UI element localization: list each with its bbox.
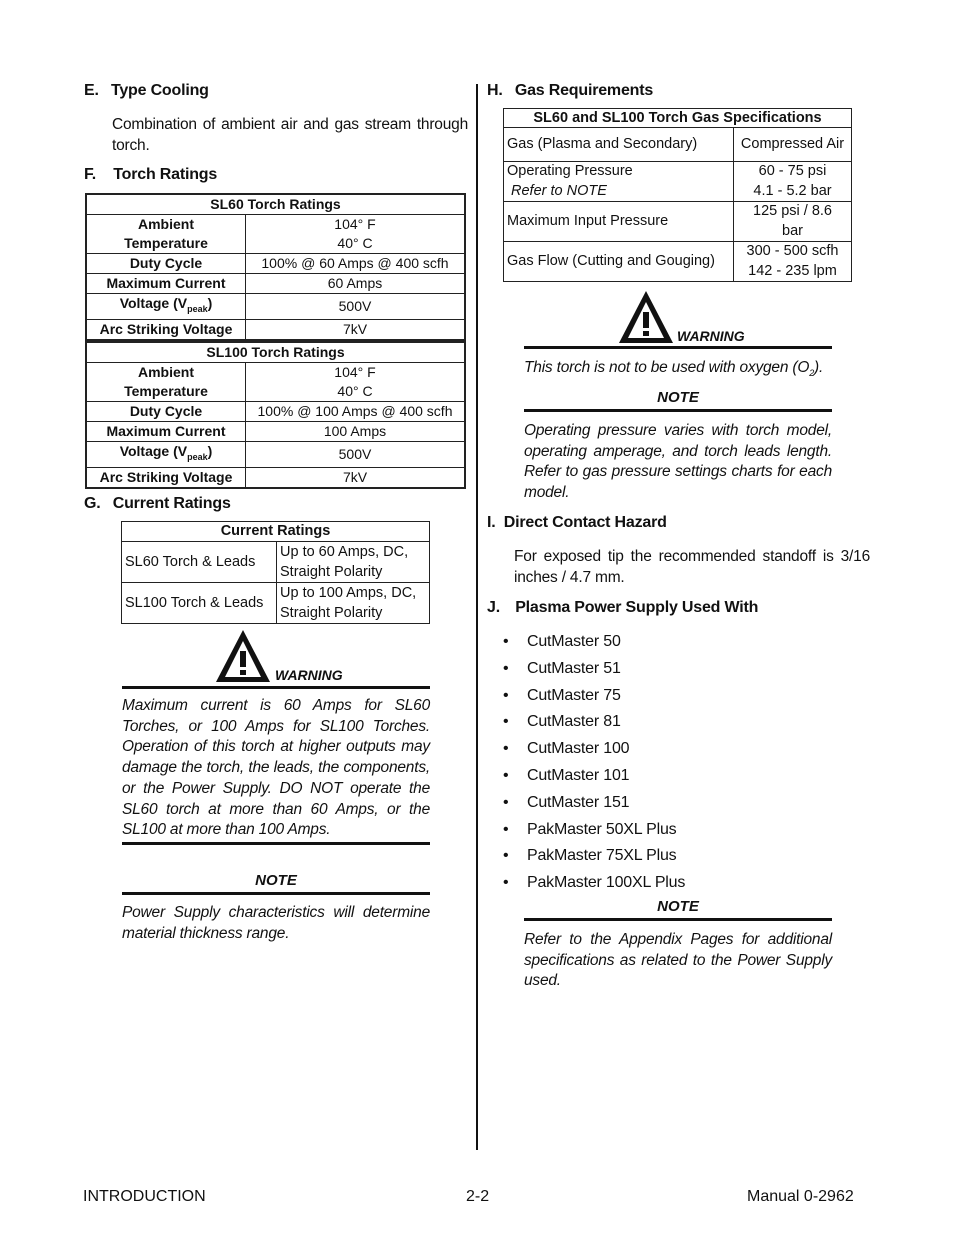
- current-ratings-table: [121, 521, 430, 624]
- section-e-heading: [84, 82, 209, 100]
- sl100-duty-label: Duty Cycle: [86, 402, 246, 422]
- note-right-2-rule: [524, 918, 832, 921]
- gas-type-value: Compressed Air: [734, 128, 852, 162]
- note-right-2-text: Refer to the Appendix Pages for additional specifications as related to the Power Supply used.: [524, 931, 832, 990]
- list-item: • PakMaster 50XL Plus: [503, 820, 677, 838]
- sl100-ambient-value-c: 40° C: [337, 383, 373, 399]
- footer-manual-number: Manual 0-2962: [747, 1188, 854, 1205]
- section-e-title: Type Cooling: [110, 82, 209, 99]
- current-sl100-value-line2: Straight Polarity: [280, 605, 383, 621]
- sl60-voltage-label-main: Voltage (V: [119, 295, 188, 311]
- warning-left-bottom-rule: [122, 842, 430, 845]
- note-left-text: Power Supply characteristics will determine material thickness range.: [122, 904, 430, 942]
- note-left-label: NOTE: [255, 872, 297, 889]
- list-item: • CutMaster 101: [503, 766, 630, 784]
- list-item-label: CutMaster 101: [527, 766, 630, 784]
- sl60-voltage-label-end: ): [207, 295, 213, 311]
- section-i-text: For exposed tip the recommended standoff is 3/16 inches / 4.7 mm.: [514, 548, 870, 586]
- gas-type-label: Gas (Plasma and Secondary): [504, 128, 734, 162]
- warning-right-text-sub: 2: [809, 368, 814, 379]
- section-i-heading: [487, 514, 667, 532]
- sl60-max-current-value: 60 Amps: [246, 274, 466, 294]
- gas-operating-pressure-value: [734, 162, 852, 202]
- note-right-2-label: NOTE: [657, 898, 699, 915]
- list-item-label: CutMaster 75: [527, 686, 621, 704]
- list-item: • CutMaster 75: [503, 686, 621, 704]
- gas-flow-label: Gas Flow (Cutting and Gouging): [504, 242, 734, 282]
- list-item-label: PakMaster 100XL Plus: [527, 874, 686, 892]
- sl100-ambient-label-line1: Ambient: [138, 364, 194, 380]
- footer-section-name: INTRODUCTION: [83, 1188, 206, 1205]
- section-g-letter: G.: [84, 495, 101, 512]
- sl60-arc-label: Arc Striking Voltage: [86, 319, 246, 340]
- power-supply-list: [503, 629, 685, 897]
- sl60-max-current-label: Maximum Current: [86, 274, 246, 294]
- current-sl60-value-line1: Up to 60 Amps, DC,: [280, 544, 409, 560]
- gas-flow-lpm: 142 - 235 lpm: [748, 262, 837, 279]
- sl60-voltage-label: [86, 294, 246, 320]
- list-item: • CutMaster 50: [503, 633, 621, 650]
- section-i-letter: I.: [487, 514, 496, 531]
- section-e-letter: E.: [84, 82, 99, 99]
- list-item-label: CutMaster 50: [527, 633, 621, 650]
- sl100-duty-value: 100% @ 100 Amps @ 400 scfh: [246, 402, 466, 422]
- section-h-letter: H.: [487, 82, 503, 99]
- current-sl60-label: SL60 Torch & Leads: [122, 542, 277, 583]
- warning-right-label: WARNING: [677, 328, 745, 344]
- list-item-label: PakMaster 50XL Plus: [527, 820, 677, 838]
- sl60-duty-label: Duty Cycle: [86, 254, 246, 274]
- sl100-voltage-label-sub: peak: [187, 451, 208, 462]
- sl100-arc-label: Arc Striking Voltage: [86, 467, 246, 488]
- sl60-ambient-label: [86, 215, 246, 254]
- warning-right-text: [524, 357, 832, 384]
- list-item-label: CutMaster 100: [527, 740, 630, 758]
- section-h-heading: [487, 82, 653, 100]
- sl60-ambient-value: [246, 215, 466, 254]
- section-g-heading: [84, 495, 231, 513]
- list-item: • CutMaster 51: [503, 659, 621, 677]
- list-item: • CutMaster 151: [503, 793, 630, 811]
- section-g-title: Current Ratings: [112, 495, 231, 512]
- list-item-label: PakMaster 75XL Plus: [527, 847, 677, 865]
- sl60-voltage-label-sub: peak: [187, 303, 208, 314]
- sl60-voltage-value: 500V: [246, 294, 466, 320]
- gas-operating-pressure-label: [504, 162, 734, 202]
- section-j-letter: J.: [487, 599, 500, 616]
- note-right-1-text: Operating pressure varies with torch model, operating amperage, and torch leads length. Refer to gas pressure settings charts for each model.: [524, 422, 832, 502]
- sl100-voltage-label-end: ): [207, 443, 213, 459]
- warning-right-text-main: This torch is not to be used with oxygen (O: [524, 359, 810, 376]
- current-sl60-value: [277, 542, 430, 583]
- section-f-heading: [84, 166, 217, 184]
- section-e-text: Combination of ambient air and gas stream through torch.: [112, 116, 468, 154]
- sl60-duty-value: 100% @ 60 Amps @ 400 scfh: [246, 254, 466, 274]
- section-j-heading: [487, 599, 758, 617]
- sl100-ambient-value: [246, 363, 466, 402]
- sl60-ambient-label-line1: Ambient: [138, 216, 194, 232]
- gas-max-input-pressure-label: Maximum Input Pressure: [504, 202, 734, 242]
- section-i-title: Direct Contact Hazard: [503, 514, 667, 531]
- warning-left-top-rule: [122, 686, 430, 689]
- sl100-voltage-value: 500V: [246, 442, 466, 468]
- sl60-table-title: SL60 Torch Ratings: [86, 194, 465, 215]
- sl60-ratings-table: [85, 193, 466, 341]
- gas-max-input-pressure-line1: 125 psi / 8.6: [753, 203, 832, 219]
- note-right-1-rule: [524, 409, 832, 412]
- sl100-table-title: SL100 Torch Ratings: [86, 342, 465, 363]
- sl60-arc-value: 7kV: [246, 319, 466, 340]
- gas-specifications-table: [503, 108, 852, 282]
- note-left-rule: [122, 892, 430, 895]
- gas-operating-pressure-label-line1: Operating Pressure: [507, 163, 633, 179]
- warning-right-top-rule: [524, 346, 832, 349]
- sl100-arc-value: 7kV: [246, 467, 466, 488]
- gas-operating-pressure-note-ref: Refer to NOTE: [511, 182, 607, 199]
- list-item-label: CutMaster 81: [527, 713, 621, 731]
- gas-operating-pressure-bar: 4.1 - 5.2 bar: [753, 182, 832, 199]
- sl100-ambient-label-line2: Temperature: [124, 383, 208, 399]
- section-f-title: Torch Ratings: [113, 166, 218, 183]
- gas-max-input-pressure-value: [734, 202, 852, 242]
- warning-left-label: WARNING: [275, 667, 343, 683]
- list-item-label: CutMaster 151: [527, 793, 630, 811]
- note-right-1-label: NOTE: [657, 389, 699, 406]
- warning-left-text: Maximum current is 60 Amps for SL60 Torches, or 100 Amps for SL100 Torches. Operation of this torch at higher outputs may damage the torch, the leads, the components, or the Power Supply. DO NOT operate the SL60 torch at more than 60 Amps, or the SL100 at more than 100 Amps.: [122, 697, 430, 839]
- sl100-max-current-value: 100 Amps: [246, 422, 466, 442]
- sl60-ambient-value-f: 104° F: [334, 216, 376, 232]
- sl60-ambient-label-line2: Temperature: [124, 235, 208, 251]
- sl60-ambient-value-c: 40° C: [337, 235, 373, 251]
- warning-triangle-icon: [617, 289, 675, 345]
- gas-flow-value: [734, 242, 852, 282]
- section-h-title: Gas Requirements: [514, 82, 654, 99]
- section-j-title: Plasma Power Supply Used With: [515, 599, 759, 616]
- warning-right-text-end: ).: [814, 359, 824, 376]
- current-sl60-value-line2: Straight Polarity: [280, 564, 383, 580]
- list-item: • PakMaster 100XL Plus: [503, 874, 686, 892]
- sl100-ambient-value-f: 104° F: [334, 364, 376, 380]
- gas-table-title: SL60 and SL100 Torch Gas Specifications: [504, 109, 852, 128]
- current-sl100-value-line1: Up to 100 Amps, DC,: [280, 585, 417, 601]
- current-sl100-value: [277, 583, 430, 624]
- current-sl100-label: SL100 Torch & Leads: [122, 583, 277, 624]
- list-item: • CutMaster 100: [503, 740, 630, 758]
- section-f-letter: F.: [84, 166, 97, 183]
- gas-max-input-pressure-line2: bar: [782, 222, 803, 239]
- list-item: • CutMaster 81: [503, 713, 621, 731]
- column-divider: [476, 84, 478, 1150]
- footer-page-number: 2-2: [466, 1188, 490, 1205]
- sl100-voltage-label-main: Voltage (V: [119, 443, 188, 459]
- gas-flow-scfh: 300 - 500 scfh: [746, 243, 839, 259]
- list-item-label: CutMaster 51: [527, 659, 621, 677]
- gas-operating-pressure-psi: 60 - 75 psi: [758, 163, 827, 179]
- sl100-voltage-label: [86, 442, 246, 468]
- current-table-title: Current Ratings: [122, 522, 430, 542]
- list-item: • PakMaster 75XL Plus: [503, 847, 677, 865]
- warning-triangle-icon: [214, 628, 272, 684]
- sl100-ambient-label: [86, 363, 246, 402]
- sl100-ratings-table: [85, 341, 466, 489]
- sl100-max-current-label: Maximum Current: [86, 422, 246, 442]
